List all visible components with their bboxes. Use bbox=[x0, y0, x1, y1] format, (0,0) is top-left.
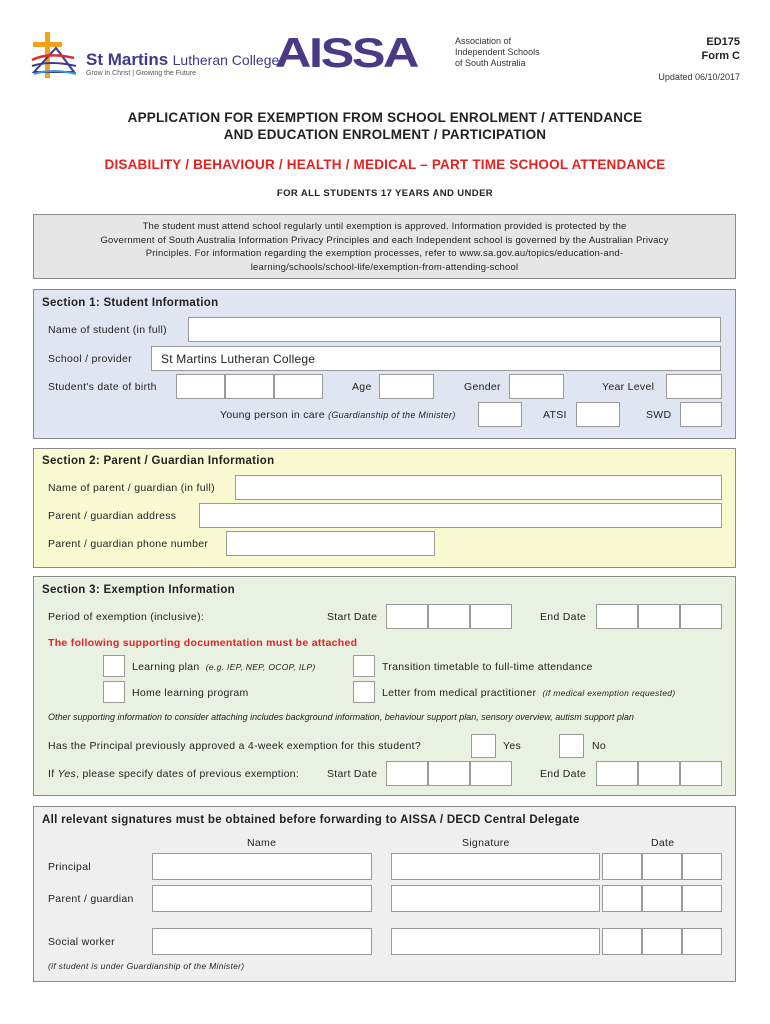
aissa-logo bbox=[275, 30, 455, 76]
prev-end-month[interactable] bbox=[638, 761, 680, 786]
parent-name-label: Name of parent / guardian (in full) bbox=[48, 482, 215, 494]
learning-plan-note: (e.g. IEP, NEP, OCOP, ILP) bbox=[205, 662, 316, 672]
age-label: Age bbox=[352, 381, 372, 393]
principal-name-input[interactable] bbox=[152, 853, 372, 880]
aissa-line2: Independent Schools bbox=[455, 47, 540, 57]
gender-input[interactable] bbox=[509, 374, 564, 399]
atsi-label: ATSI bbox=[543, 409, 567, 421]
college-tagline: Grow in Christ | Growing the Future bbox=[86, 70, 196, 77]
home-learning-label: Home learning program bbox=[132, 687, 249, 699]
social-worker-date-year[interactable] bbox=[682, 928, 722, 955]
start-date-label: Start Date bbox=[327, 611, 378, 623]
previous-yes-checkbox[interactable] bbox=[471, 734, 496, 758]
prev-end-year[interactable] bbox=[680, 761, 722, 786]
parent-address-input[interactable] bbox=[199, 503, 722, 528]
principal-signature-input[interactable] bbox=[391, 853, 600, 880]
form-title-line2: AND EDUCATION ENROLMENT / PARTICIPATION bbox=[223, 127, 547, 142]
form-title-line1: APPLICATION FOR EXEMPTION FROM SCHOOL ENROLMENT / ATTENDANCE bbox=[127, 110, 643, 125]
dob-year-input[interactable] bbox=[274, 374, 323, 399]
if-suffix: , please specify dates of previous exemption: bbox=[76, 768, 300, 780]
social-worker-date-month[interactable] bbox=[642, 928, 682, 955]
student-name-input[interactable] bbox=[188, 317, 721, 342]
medical-letter-note: (if medical exemption requested) bbox=[542, 688, 676, 698]
parent-signature-input[interactable] bbox=[391, 885, 600, 912]
section3-title: Section 3: Exemption Information bbox=[42, 584, 235, 596]
prev-start-day[interactable] bbox=[386, 761, 428, 786]
st-martins-logo bbox=[28, 30, 280, 80]
college-name-bold: St Martins bbox=[86, 50, 169, 69]
privacy-notice bbox=[33, 214, 736, 279]
atsi-input[interactable] bbox=[576, 402, 620, 427]
parent-phone-input[interactable] bbox=[226, 531, 435, 556]
if-yes: Yes bbox=[57, 768, 77, 780]
prev-end-day[interactable] bbox=[596, 761, 638, 786]
parent-date-month[interactable] bbox=[642, 885, 682, 912]
social-worker-signature-input[interactable] bbox=[391, 928, 600, 955]
form-code: ED175 bbox=[706, 36, 740, 48]
parent-name-sign-input[interactable] bbox=[152, 885, 372, 912]
dob-label: Student's date of birth bbox=[48, 381, 157, 393]
social-worker-date-day[interactable] bbox=[602, 928, 642, 955]
end-date-month[interactable] bbox=[638, 604, 680, 629]
social-worker-label: Social worker bbox=[48, 936, 115, 948]
care-note: (Guardianship of the Minister) bbox=[328, 410, 456, 420]
notice-line2: Government of South Australia Information Privacy Principles and each Independent school is governed by the Australian Privacy bbox=[100, 234, 669, 246]
parent-date-year[interactable] bbox=[682, 885, 722, 912]
notice-line3: Principles. For information regarding the exemption processes, refer to www.sa.gov.au/topics/education-and- bbox=[145, 248, 624, 259]
previous-yes-label: Yes bbox=[503, 740, 522, 752]
col-signature-header: Signature bbox=[462, 837, 510, 849]
transition-checkbox[interactable] bbox=[353, 655, 375, 677]
transition-label: Transition timetable to full-time attendance bbox=[382, 661, 593, 673]
medical-letter-label: Letter from medical practitioner bbox=[382, 687, 537, 699]
parent-phone-label: Parent / guardian phone number bbox=[48, 538, 209, 550]
school-provider-input[interactable]: St Martins Lutheran College bbox=[151, 346, 721, 371]
social-worker-footnote: (if student is under Guardianship of the Minister) bbox=[48, 961, 245, 971]
prev-start-year[interactable] bbox=[470, 761, 512, 786]
age-input[interactable] bbox=[379, 374, 434, 399]
start-date-year[interactable] bbox=[470, 604, 512, 629]
start-date-day[interactable] bbox=[386, 604, 428, 629]
prev-end-date-label: End Date bbox=[540, 768, 587, 780]
form-subtitle: DISABILITY / BEHAVIOUR / HEALTH / MEDICAL – PART TIME SCHOOL ATTENDANCE bbox=[104, 157, 666, 172]
end-date-label: End Date bbox=[540, 611, 587, 623]
aissa-line3: of South Australia bbox=[455, 58, 526, 68]
section-exemption-information bbox=[33, 576, 736, 796]
parent-date-day[interactable] bbox=[602, 885, 642, 912]
school-provider-label: School / provider bbox=[48, 353, 132, 365]
dob-day-input[interactable] bbox=[176, 374, 225, 399]
section1-title: Section 1: Student Information bbox=[42, 297, 219, 309]
form-name: Form C bbox=[701, 50, 740, 62]
gender-label: Gender bbox=[464, 381, 501, 393]
section-student-information bbox=[33, 289, 736, 439]
section-parent-guardian bbox=[33, 448, 736, 568]
previous-no-checkbox[interactable] bbox=[559, 734, 584, 758]
principal-label: Principal bbox=[48, 861, 91, 873]
parent-name-input[interactable] bbox=[235, 475, 722, 500]
signatures-title: All relevant signatures must be obtained before forwarding to AISSA / DECD Central Delegate bbox=[42, 814, 580, 826]
social-worker-name-input[interactable] bbox=[152, 928, 372, 955]
parent-guardian-label: Parent / guardian bbox=[48, 893, 134, 905]
aissa-logo-text: AISSA bbox=[275, 29, 418, 76]
learning-plan-checkbox[interactable] bbox=[103, 655, 125, 677]
young-person-in-care-label: Young person in care bbox=[220, 409, 325, 421]
previous-no-label: No bbox=[592, 740, 607, 752]
updated-date: Updated 06/10/2017 bbox=[658, 72, 740, 82]
start-date-month[interactable] bbox=[428, 604, 470, 629]
medical-letter-checkbox[interactable] bbox=[353, 681, 375, 703]
learning-plan-label: Learning plan bbox=[132, 661, 200, 673]
notice-line4: learning/schools/school-life/exemption-from-attending-school bbox=[250, 261, 519, 273]
principal-date-month[interactable] bbox=[642, 853, 682, 880]
docs-heading: The following supporting documentation must be attached bbox=[48, 637, 358, 649]
college-crest-icon bbox=[28, 30, 83, 82]
section2-title: Section 2: Parent / Guardian Information bbox=[42, 455, 275, 467]
end-date-day[interactable] bbox=[596, 604, 638, 629]
section-signatures bbox=[33, 806, 736, 982]
col-date-header: Date bbox=[651, 837, 675, 849]
swd-input[interactable] bbox=[680, 402, 722, 427]
if-prefix: If bbox=[48, 768, 58, 780]
aissa-line1: Association of bbox=[455, 36, 512, 46]
student-name-label: Name of student (in full) bbox=[48, 324, 167, 336]
year-level-label: Year Level bbox=[602, 381, 655, 393]
young-person-in-care-input[interactable] bbox=[478, 402, 522, 427]
principal-date-day[interactable] bbox=[602, 853, 642, 880]
other-info-note: Other supporting information to consider attaching includes background information, behaviour support plan, sensory overview, autism support plan bbox=[48, 712, 634, 722]
end-date-year[interactable] bbox=[680, 604, 722, 629]
swd-label: SWD bbox=[646, 409, 672, 421]
dob-month-input[interactable] bbox=[225, 374, 274, 399]
notice-line1: The student must attend school regularly until exemption is approved. Information provided is protected by the bbox=[142, 221, 627, 232]
period-label: Period of exemption (inclusive): bbox=[48, 611, 205, 623]
col-name-header: Name bbox=[247, 837, 277, 849]
principal-date-year[interactable] bbox=[682, 853, 722, 880]
prev-start-date-label: Start Date bbox=[327, 768, 378, 780]
prev-start-month[interactable] bbox=[428, 761, 470, 786]
form-audience: FOR ALL STUDENTS 17 YEARS AND UNDER bbox=[276, 188, 494, 199]
previous-exemption-question: Has the Principal previously approved a 4-week exemption for this student? bbox=[48, 740, 421, 752]
home-learning-checkbox[interactable] bbox=[103, 681, 125, 703]
year-level-input[interactable] bbox=[666, 374, 722, 399]
college-name-rest: Lutheran College bbox=[172, 52, 280, 68]
parent-address-label: Parent / guardian address bbox=[48, 510, 177, 522]
